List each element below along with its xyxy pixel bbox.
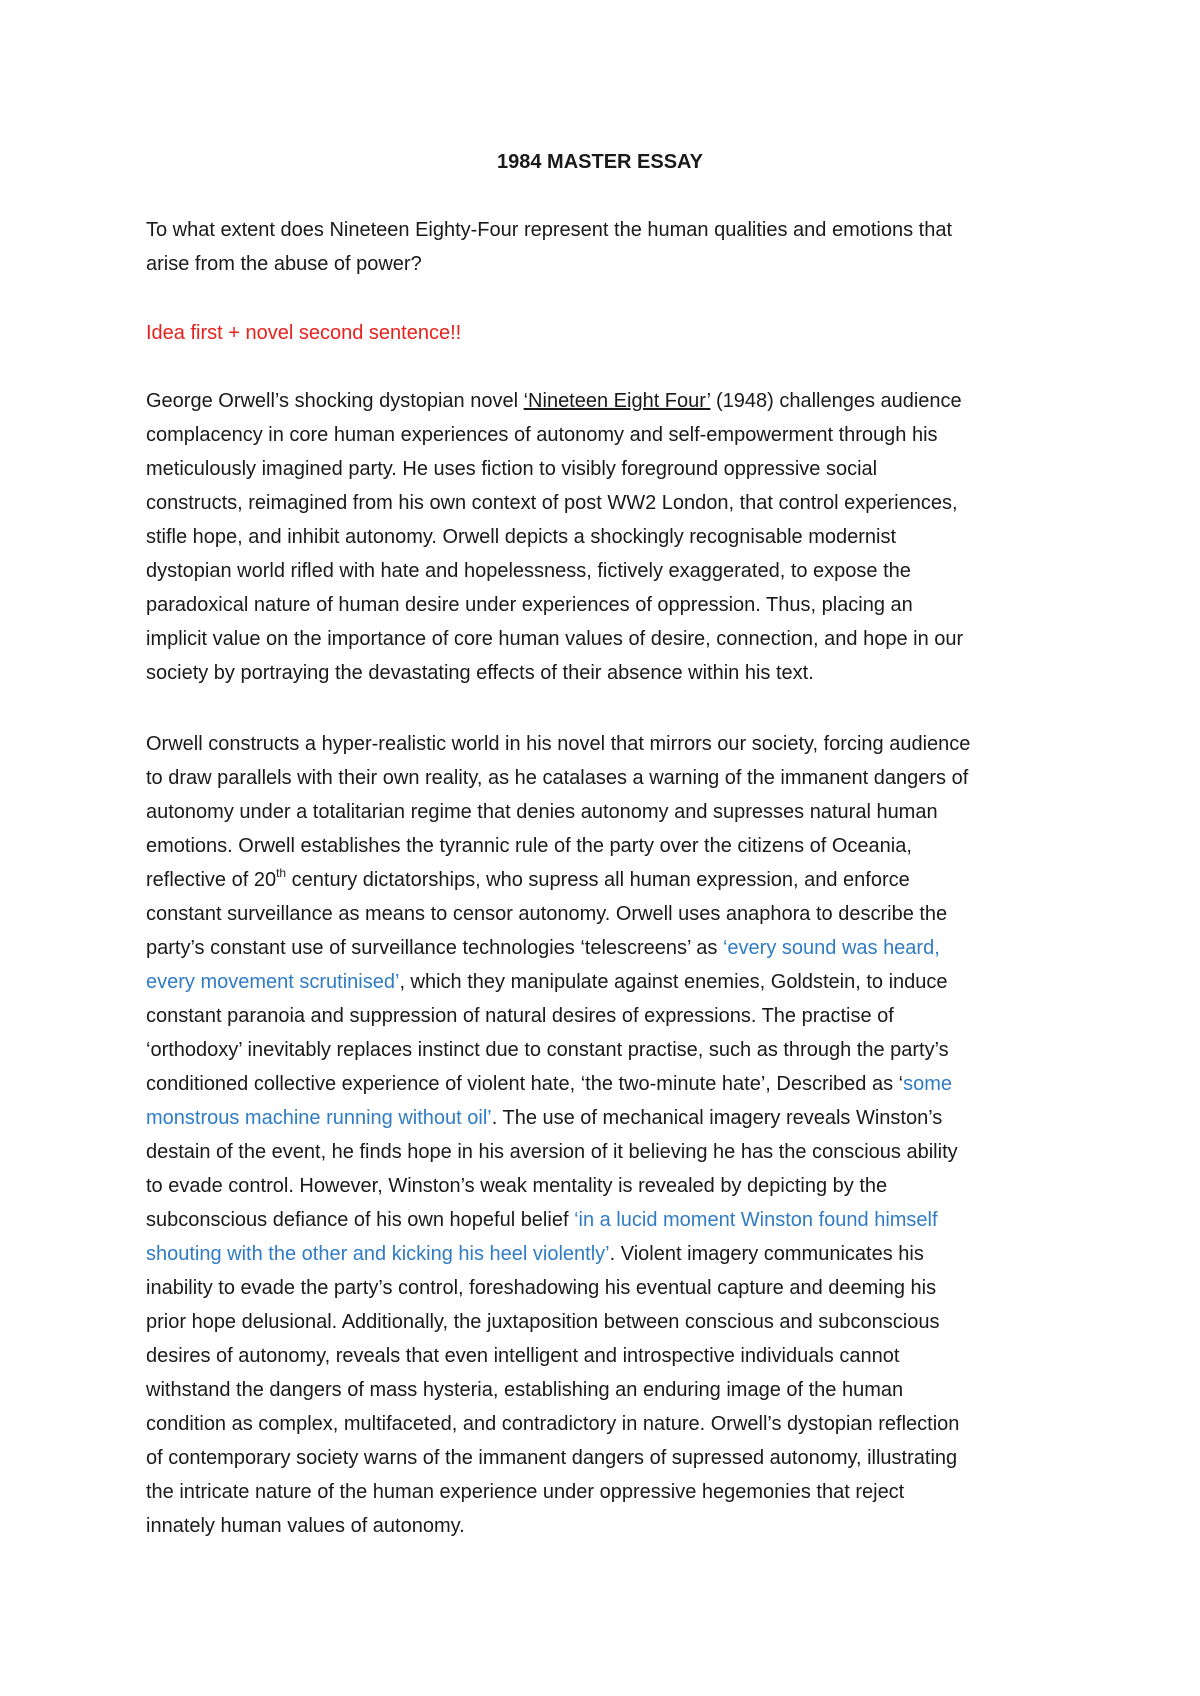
body-line: of contemporary society warns of the immanent dangers of supressed autonomy, illustrating <box>146 1447 958 1469</box>
body-line: innately human values of autonomy. <box>146 1515 465 1537</box>
body-line <box>146 1203 1066 1237</box>
body-line: prior hope delusional. Additionally, the juxtaposition between conscious and subconscious <box>146 1311 940 1333</box>
body-line: Orwell constructs a hyper-realistic world in his novel that mirrors our society, forcing audience <box>146 733 971 755</box>
intro-line: complacency in core human experiences of autonomy and self-empowerment through his <box>146 424 938 446</box>
body-line: condition as complex, multifaceted, and contradictory in nature. Orwell’s dystopian reflection <box>146 1413 960 1435</box>
quote-text: some <box>903 1073 952 1095</box>
body-line: to draw parallels with their own reality, as he catalases a warning of the immanent dangers of <box>146 767 969 789</box>
intro-line: constructs, reimagined from his own context of post WW2 London, that control experiences, <box>146 492 958 514</box>
note-text: Idea first + novel second sentence!! <box>146 322 462 344</box>
quote-text: shouting with the other and kicking his heel violently’ <box>146 1243 610 1265</box>
essay-question <box>146 213 1066 281</box>
intro-paragraph <box>146 384 1066 690</box>
intro-line: paradoxical nature of human desire under experiences of oppression. Thus, placing an <box>146 594 913 616</box>
intro-line: implicit value on the importance of core human values of desire, connection, and hope in our <box>146 628 964 650</box>
body-paragraph <box>146 727 1066 1543</box>
body-line: desires of autonomy, reveals that even intelligent and introspective individuals cannot <box>146 1345 900 1367</box>
body-text: conditioned collective experience of violent hate, ‘the two-minute hate’, Described as ‘ <box>146 1073 904 1095</box>
question-line: arise from the abuse of power? <box>146 253 422 275</box>
body-line <box>146 1067 1066 1101</box>
red-note <box>146 316 1066 350</box>
quote-text: monstrous machine running without oil’ <box>146 1107 492 1129</box>
body-line: the intricate nature of the human experience under oppressive hegemonies that reject <box>146 1481 905 1503</box>
body-line <box>146 965 1066 999</box>
intro-line: stifle hope, and inhibit autonomy. Orwell depicts a shockingly recognisable modernist <box>146 526 897 548</box>
intro-text: George Orwell’s shocking dystopian novel <box>146 390 524 412</box>
body-line: autonomy under a totalitarian regime that denies autonomy and supresses natural human <box>146 801 938 823</box>
quote-text: ‘in a lucid moment Winston found himself <box>574 1209 938 1231</box>
question-line: To what extent does Nineteen Eighty-Four represent the human qualities and emotions that <box>146 219 953 241</box>
quote-text: ‘every sound was heard, <box>722 937 940 959</box>
quote-text: every movement scrutinised’ <box>146 971 400 993</box>
body-line: withstand the dangers of mass hysteria, establishing an enduring image of the human <box>146 1379 904 1401</box>
body-line: constant surveillance as means to censor autonomy. Orwell uses anaphora to describe the <box>146 903 948 925</box>
body-line <box>146 863 1066 897</box>
novel-title: ‘Nineteen Eight Four’ <box>523 390 711 412</box>
body-line: constant paranoia and suppression of natural desires of expressions. The practise of <box>146 1005 894 1027</box>
body-text: . Violent imagery communicates his <box>609 1243 924 1265</box>
essay-title: 1984 MASTER ESSAY <box>496 151 703 173</box>
body-text: reflective of 20 <box>146 869 277 891</box>
body-line: emotions. Orwell establishes the tyrannic rule of the party over the citizens of Oceania, <box>146 835 912 857</box>
intro-text: (1948) challenges audience <box>710 390 962 412</box>
intro-line: dystopian world rifled with hate and hopelessness, fictively exaggerated, to expose the <box>146 560 911 582</box>
body-line <box>146 1237 1066 1271</box>
body-text: subconscious defiance of his own hopeful belief <box>146 1209 575 1231</box>
body-line <box>146 931 1066 965</box>
intro-line: meticulously imagined party. He uses fiction to visibly foreground oppressive social <box>146 458 878 480</box>
intro-line <box>146 384 1066 418</box>
body-line: inability to evade the party’s control, foreshadowing his eventual capture and deeming his <box>146 1277 937 1299</box>
body-text: . The use of mechanical imagery reveals Winston’s <box>491 1107 943 1129</box>
body-line: destain of the event, he finds hope in his aversion of it believing he has the conscious ability <box>146 1141 958 1163</box>
body-line: ‘orthodoxy’ inevitably replaces instinct due to constant practise, such as through the party’s <box>146 1039 949 1061</box>
body-line <box>146 1101 1066 1135</box>
body-text: century dictatorships, who supress all human expression, and enforce <box>286 869 910 891</box>
body-text: party’s constant use of surveillance technologies ‘telescreens’ as <box>146 937 723 959</box>
body-line: to evade control. However, Winston’s weak mentality is revealed by depicting by the <box>146 1175 888 1197</box>
body-text: , which they manipulate against enemies, Goldstein, to induce <box>399 971 948 993</box>
superscript: th <box>276 866 287 881</box>
intro-line: society by portraying the devastating effects of their absence within his text. <box>146 662 814 684</box>
